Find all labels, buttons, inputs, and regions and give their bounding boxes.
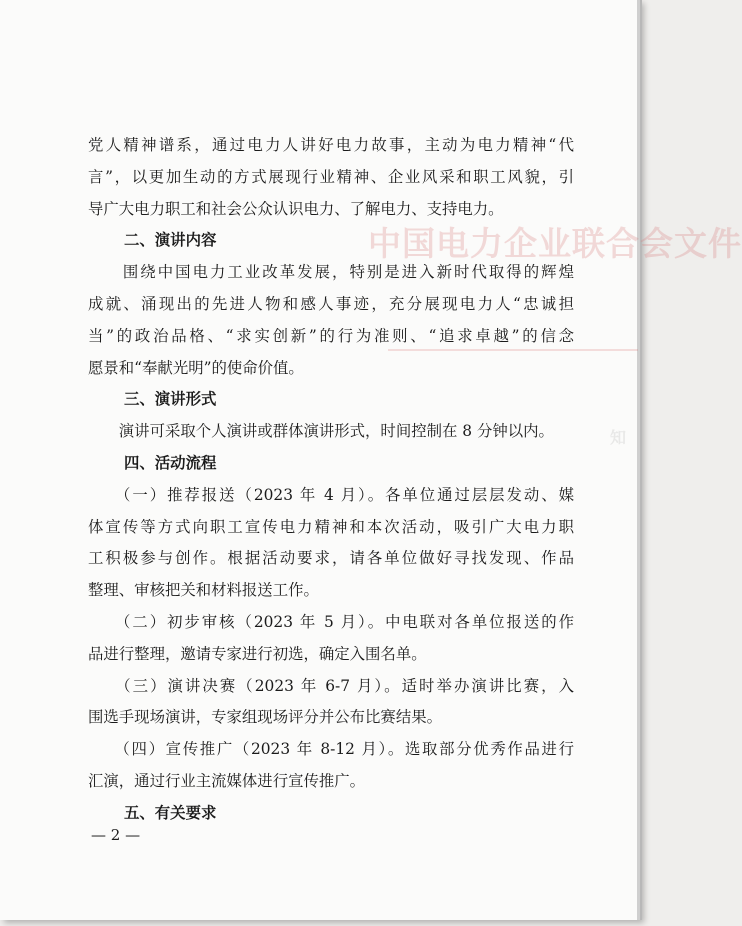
paragraph-line: 党人精神谱系，通过电力人讲好电力故事，主动为电力精神“代 <box>88 136 574 154</box>
paragraph-line: 整理、审核把关和材料报送工作。 <box>88 581 319 600</box>
section-heading: 三、演讲形式 <box>124 390 217 409</box>
paragraph-line: （二）初步审核（2023 年 5 月）。中电联对各单位报送的作 <box>88 612 574 631</box>
body-paragraph <box>88 607 574 671</box>
body-paragraph <box>88 130 574 225</box>
paragraph-line: 体宣传等方式向职工宣传电力精神和本次活动，吸引广大电力职 <box>88 517 574 536</box>
body-paragraph <box>88 416 574 448</box>
body-paragraph <box>88 480 574 607</box>
section-heading: 二、演讲内容 <box>124 231 217 250</box>
section-heading: 四、活动流程 <box>124 453 217 472</box>
body-paragraph <box>88 257 574 384</box>
document-body <box>88 130 574 830</box>
paragraph-line: 言”，以更加生动的方式展现行业精神、企业风采和职工风貌，引 <box>88 167 574 186</box>
bleed-through-mark: 知 <box>610 428 627 447</box>
bleed-through-header: 中国电力企业联合会文件 <box>368 224 742 263</box>
paragraph-line: 围绕中国电力工业改革发展，特别是进入新时代取得的辉煌 <box>88 263 574 282</box>
paragraph-line: 围选手现场演讲，专家组现场评分并公布比赛结果。 <box>88 708 442 727</box>
paragraph-line: 愿景和“奉献光明”的使命价值。 <box>88 358 304 377</box>
paragraph-line: 品进行整理，邀请专家进行初选，确定入围名单。 <box>88 644 427 663</box>
paragraph-line: 演讲可采取个人演讲或群体演讲形式，时间控制在 8 分钟以内。 <box>88 422 554 441</box>
page-number: — 2 — <box>91 826 141 844</box>
body-paragraph <box>88 734 574 798</box>
paragraph-line: 导广大电力职工和社会公众认识电力、了解电力、支持电力。 <box>88 199 504 218</box>
paragraph-line: 汇演，通过行业主流媒体进行宣传推广。 <box>88 771 366 790</box>
page-edge <box>637 0 640 920</box>
paragraph-line: 当”的政治品格、“求实创新”的行为准则、“追求卓越”的信念 <box>88 326 574 345</box>
section-heading: 五、有关要求 <box>124 803 217 822</box>
body-paragraph <box>88 671 574 735</box>
paragraph-line: （一）推荐报送（2023 年 4 月）。各单位通过层层发动、媒 <box>88 485 574 504</box>
paragraph-line: （四）宣传推广（2023 年 8-12 月）。选取部分优秀作品进行 <box>88 740 574 759</box>
paragraph-line: 成就、涌现出的先进人物和感人事迹，充分展现电力人“忠诚担 <box>88 294 574 313</box>
paragraph-line: （三）演讲决赛（2023 年 6-7 月）。适时举办演讲比赛，入 <box>88 676 574 695</box>
paragraph-line: 工积极参与创作。根据活动要求，请各单位做好寻找发现、作品 <box>88 549 574 568</box>
